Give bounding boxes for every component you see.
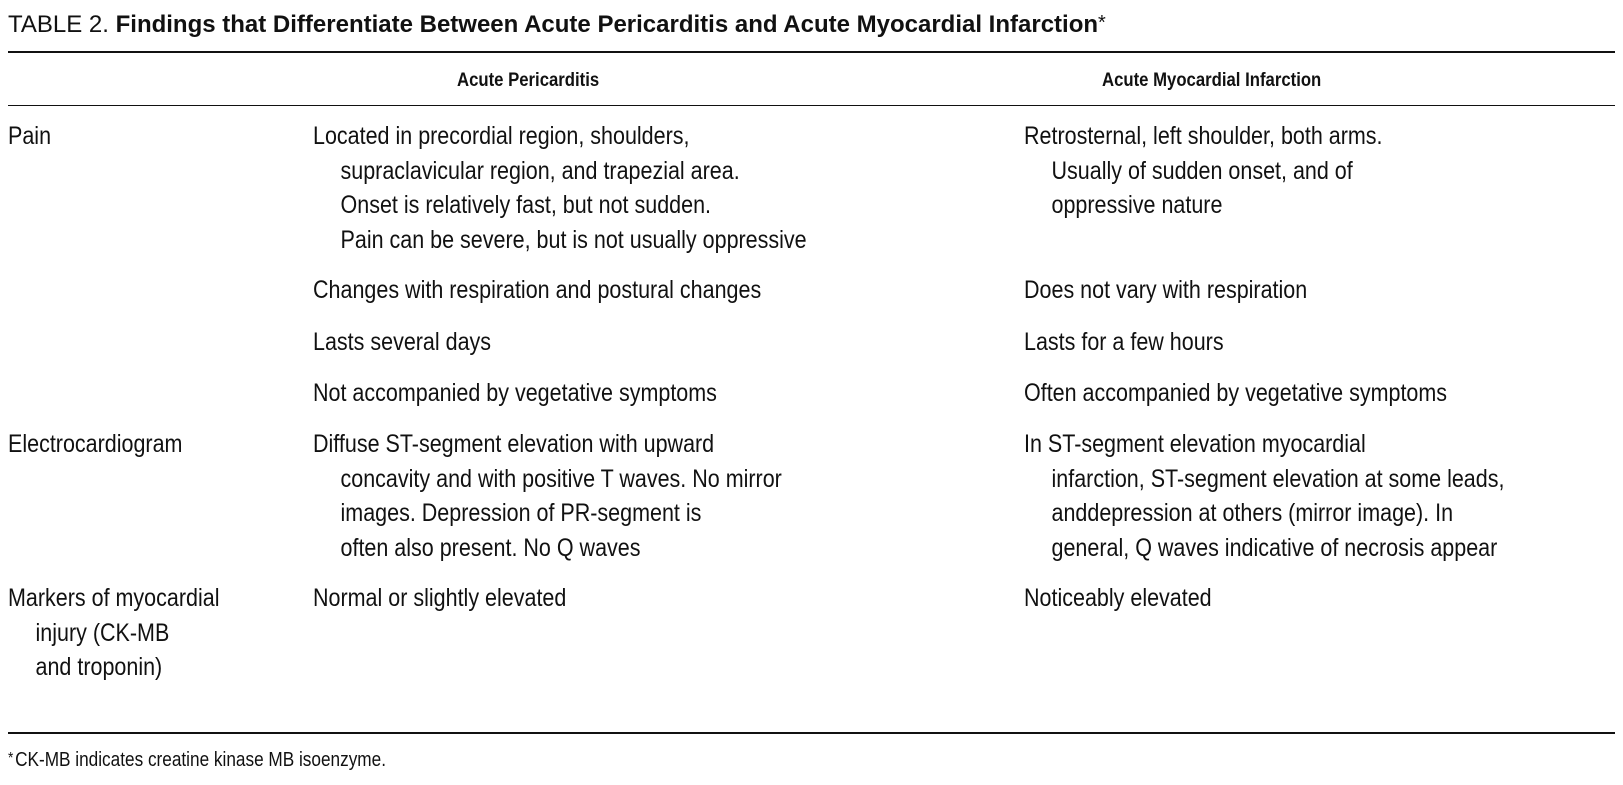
infarction-cell [1024, 581, 1212, 616]
infarction-cell [1024, 273, 1307, 308]
infarction-cell [1024, 325, 1224, 360]
cell-line: Pain can be severe, but is not usually oppressive [340, 225, 807, 254]
table-footnote [8, 749, 386, 772]
cell-line: Lasts for a few hours [1024, 328, 1224, 356]
cell-line: Electrocardiogram [8, 430, 183, 458]
cell-line: Often accompanied by vegetative symptoms [1024, 379, 1448, 407]
title-footnote-mark: * [1098, 12, 1106, 34]
pericarditis-cell [313, 273, 761, 308]
table-label: TABLE 2. [8, 11, 109, 38]
cell-line: Lasts several days [313, 328, 492, 356]
cell-line: injury (CK-MB [35, 618, 170, 647]
cell-line: Usually of sudden onset, and of [1051, 156, 1353, 185]
pericarditis-cell [313, 119, 807, 257]
cell-line: supraclavicular region, and trapezial area. [340, 156, 740, 185]
cell-line: In ST-segment elevation myocardial [1024, 430, 1366, 458]
cell-line: often also present. No Q waves [340, 533, 641, 562]
table-title [8, 8, 1615, 40]
cell-line: Normal or slightly elevated [313, 584, 567, 612]
cell-line: Markers of myocardial [8, 584, 220, 612]
pericarditis-cell [313, 581, 566, 616]
cell-line: Noticeably elevated [1024, 584, 1212, 612]
table-title-text: Findings that Differentiate Between Acute Pericarditis and Acute Myocardial Infarction [115, 11, 1099, 38]
cell-line: Diffuse ST-segment elevation with upward [313, 430, 715, 458]
cell-line: oppressive nature [1051, 191, 1223, 219]
row-category-cell [8, 119, 51, 154]
cell-line: Retrosternal, left shoulder, both arms. [1024, 122, 1383, 150]
column-header-pericarditis: Acute Pericarditis [457, 70, 600, 91]
cell-line: general, Q waves indicative of necrosis appear [1051, 533, 1498, 562]
footnote-mark: * [8, 750, 14, 767]
row-category-cell [8, 581, 219, 685]
cell-line: Changes with respiration and postural changes [313, 276, 762, 304]
cell-line: Onset is relatively fast, but not sudden. [340, 191, 712, 219]
row-category-cell [8, 427, 182, 462]
pericarditis-cell [313, 427, 782, 565]
infarction-cell [1024, 427, 1504, 565]
top-rule [8, 51, 1615, 53]
cell-line: Not accompanied by vegetative symptoms [313, 379, 717, 407]
column-header-infarction: Acute Myocardial Infarction [1102, 70, 1322, 91]
cell-line: Located in precordial region, shoulders, [313, 122, 690, 150]
cell-line: Pain [8, 122, 52, 150]
infarction-cell [1024, 119, 1383, 223]
infarction-cell [1024, 376, 1447, 411]
pericarditis-cell [313, 325, 491, 360]
cell-line: images. Depression of PR-segment is [340, 499, 702, 527]
footnote-text: CK-MB indicates creatine kinase MB isoenzyme. [15, 749, 386, 771]
bottom-rule [8, 732, 1615, 734]
cell-line: concavity and with positive T waves. No mirror [340, 464, 782, 493]
cell-line: Does not vary with respiration [1024, 276, 1308, 304]
cell-line: and troponin) [35, 653, 163, 681]
pericarditis-cell [313, 376, 717, 411]
cell-line: infarction, ST-segment elevation at some leads, [1051, 464, 1505, 493]
header-rule [8, 105, 1615, 106]
cell-line: anddepression at others (mirror image). In [1051, 499, 1454, 527]
table-figure [8, 8, 1615, 771]
